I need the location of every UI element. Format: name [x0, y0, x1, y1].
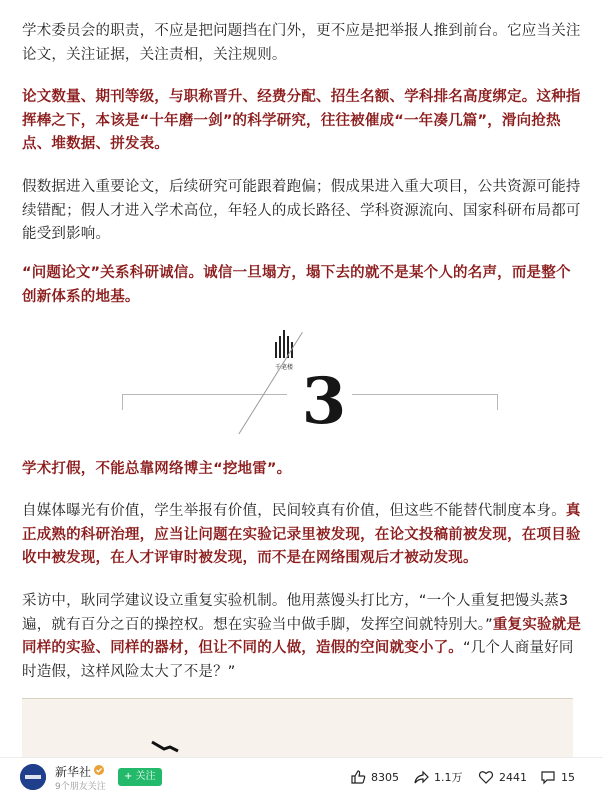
comment-icon	[540, 769, 556, 785]
qianbilou-logo-icon	[275, 330, 293, 360]
comment-button[interactable]	[540, 768, 575, 786]
paragraph-2-highlight: 论文数量、期刊等级，与职称晋升、经费分配、招生名额、学科排名高度绑定。这种指挥棒之下，本该是“十年磨一剑”的科学研究，往往被催成“一年凑几篇”，滑向抢热点、堆数据、拼发表。	[22, 89, 581, 152]
section-number: 3	[301, 364, 347, 439]
section-divider	[22, 322, 582, 444]
bottom-action-bar	[0, 757, 603, 801]
author-subtext: 9个朋友关注	[55, 782, 106, 792]
follow-button[interactable]: + 关注	[118, 768, 162, 786]
like-count: 8305	[371, 770, 399, 784]
divider-line-right	[352, 394, 498, 395]
verified-badge-icon	[94, 765, 104, 775]
author-avatar[interactable]	[20, 764, 46, 790]
paragraph-6-highlight: 重复实验就是同样的实验、同样的器材，但让不同的人做，造假的空间就变小了。	[22, 616, 582, 656]
heart-icon	[478, 769, 494, 785]
paragraph-1: 学术委员会的职责，不应是把问题挡在门外，更不应是把举报人推到前台。它应当关注论文，关注证据，关注责相，关注规则。	[22, 23, 581, 63]
paragraph-6	[22, 590, 582, 684]
brush-stroke-icon	[150, 739, 180, 753]
paragraph-6-text: 采访中，耿同学建议设立重复实验机制。他用蒸馒头打比方，“一个人重复把馒头蒸3遍，就有百分之百的操控权。想在实验当中做手脚，发挥空间就特别大。”	[22, 593, 569, 633]
divider-tick-left	[122, 394, 123, 410]
article-image[interactable]	[22, 698, 573, 761]
share-icon	[413, 769, 429, 785]
paragraph-5-highlight: 真正成熟的科研治理，应当让问题在实验记录里被发现，在论文投稿前被发现，在项目验收中被发现，在人才评审时被发现，而不是在网络围观后才被动发现。	[22, 503, 581, 566]
paragraph-6-tail: “几个人商量好同时造假，这样风险太大了不是？”	[22, 640, 574, 680]
paragraph-5-text: 自媒体曝光有价值，学生举报有价值，民间较真有价值，但这些不能替代制度本身。	[22, 503, 566, 519]
thumbs-up-icon	[350, 769, 366, 785]
section-heading: 学术打假，不能总靠网络博主“挖地雷”。	[22, 461, 292, 477]
favorite-button[interactable]	[478, 768, 527, 786]
divider-tick-right	[497, 394, 498, 410]
share-count: 1.1万	[434, 771, 463, 784]
favorite-count: 2441	[499, 770, 527, 784]
paragraph-4-highlight: “问题论文”关系科研诚信。诚信一旦塌方，塌下去的就不是某个人的名声，而是整个创新体系的地基。	[22, 265, 571, 305]
like-button[interactable]	[350, 768, 399, 786]
share-button[interactable]	[413, 768, 463, 786]
paragraph-3: 假数据进入重要论文，后续研究可能跟着跑偏；假成果进入重大项目，公共资源可能持续错配；假人才进入学术高位，年轻人的成长路径、学科资源流向、国家科研布局都可能受到影响。	[22, 179, 581, 242]
paragraph-5	[22, 500, 582, 571]
xinhua-logo-icon	[20, 764, 46, 790]
logo-label: 千笔楼	[274, 364, 293, 371]
comment-count: 15	[561, 770, 575, 784]
author-name[interactable]: 新华社	[55, 765, 92, 779]
